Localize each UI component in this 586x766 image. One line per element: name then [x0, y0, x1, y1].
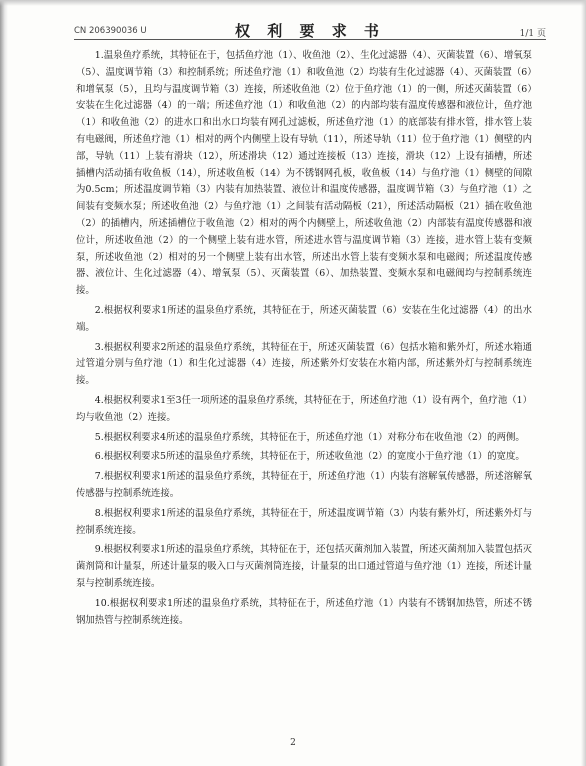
claim-10: 10.根据权利要求1所述的温泉鱼疗系统，其特征在于，所述鱼疗池（1）内装有不锈钢加热管，所述不锈钢加热管与控制系统连接。: [76, 597, 532, 626]
claim-7: 7.根据权利要求1所述的温泉鱼疗系统，其特征在于，所述鱼疗池（1）内装有溶解氧传感器，所述溶解氧传感器与控制系统连接。: [76, 471, 532, 499]
page-number: 2: [290, 738, 296, 748]
claim-8: 8.根据权利要求1所述的温泉鱼疗系统，其特征在于，所述温度调节箱（3）内装有紫外灯，所述紫外灯与控制系统连接。: [76, 507, 532, 536]
publication-number: CN 206390036 U: [74, 26, 147, 36]
scan-top-edge: [0, 0, 586, 6]
page-header: [74, 18, 546, 40]
claim-1: 1.温泉鱼疗系统，其特征在于，包括鱼疗池（1）、收鱼池（2）、生化过滤器（4）、灭菌装置（6）、增氧泵（5）、温度调节箱（3）和控制系统；所述鱼疗池（1）和收鱼池（2）均装有生化过滤器（4）、灭菌装置（6）和增氧泵（5），且均与温度调节箱（3）连接，所述收鱼池（2）位于鱼疗池（1）的一侧，所述灭菌装置（6）安装在生化过滤器（4）的一端；所述鱼疗池（1）和收鱼池（2）的内部均装有温度传感器和液位计，鱼疗池（1）和收鱼池（2）的进水口和出水口均装有网孔过滤板，所述鱼疗池（1）的底部装有排水管，排水管上装有电磁阀，所述鱼疗池（1）相对的两个内侧壁上设有导轨（11），所述导轨（11）位于鱼疗池（1）侧壁的内部，导轨（11）上装有滑块（12），所述滑块（12）通过连接板（13）连接，滑块（12）上设有插槽，所述插槽内活动插有收鱼板（14），所述收鱼板（14）为不锈钢网孔板，收鱼板（14）与鱼疗池（1）侧壁的间隙为0.5cm；所述温度调节箱（3）内装有加热装置、液位计和温度传感器，温度调节箱（3）与鱼疗池（1）之间装有变频水泵；所述收鱼池（2）与鱼疗池（1）之间装有活动隔板（21），所述活动隔板（21）插在收鱼池（2）的插槽内，所述插槽位于收鱼池（2）相对的两个内侧壁上，所述收鱼池（2）内部装有温度传感器和液位计，所述收鱼池（2）的一个侧壁上装有进水管，所述进水管与温度调节箱（3）连接，进水管上装有变频泵，所述收鱼池（2）相对的另一个侧壁上装有出水管，所述出水管上装有变频水泵和电磁阀；所述温度传感器、液位计、生化过滤器（4）、增氧泵（5）、灭菌装置（6）、加热装置、变频水泵和电磁阀均与控制系统连接。: [76, 50, 532, 297]
claim-3: 3.根据权利要求2所述的温泉鱼疗系统，其特征在于，所述灭菌装置（6）包括水箱和紫外灯，所述水箱通过管道分别与鱼疗池（1）和生化过滤器（4）连接，所述紫外灯安装在水箱内部，所述紫外灯与控制系统连接。: [76, 341, 532, 387]
scan-left-edge: [0, 0, 8, 766]
claim-2: 2.根据权利要求1所述的温泉鱼疗系统，其特征在于，所述灭菌装置（6）安装在生化过滤器（4）的出水端。: [76, 304, 532, 333]
claim-5: 5.根据权利要求4所述的温泉鱼疗系统，其特征在于，所述鱼疗池（1）对称分布在收鱼池（2）的两侧。: [94, 431, 525, 443]
scan-right-edge: [581, 0, 586, 766]
header-rule: [74, 39, 546, 40]
claim-9: 9.根据权利要求1所述的温泉鱼疗系统，其特征在于，还包括灭菌剂加入装置，所述灭菌剂加入装置包括灭菌剂筒和计量泵，所述计量泵的吸入口与灭菌剂筒连接，计量泵的出口通过管道与鱼疗池（1）连接，所述计量泵与控制系统连接。: [76, 544, 532, 589]
page-count: 1/1 页: [519, 29, 546, 39]
page-title: 权 利 要 求 书: [235, 22, 385, 40]
claim-4: 4.根据权利要求1至3任一项所述的温泉鱼疗系统，其特征在于，所述鱼疗池（1）设有两个，鱼疗池（1）均与收鱼池（2）连接。: [76, 394, 532, 423]
claim-6: 6.根据权利要求5所述的温泉鱼疗系统，其特征在于，所述收鱼池（2）的宽度小于鱼疗池（1）的宽度。: [94, 451, 525, 463]
claims-body: [76, 48, 532, 632]
